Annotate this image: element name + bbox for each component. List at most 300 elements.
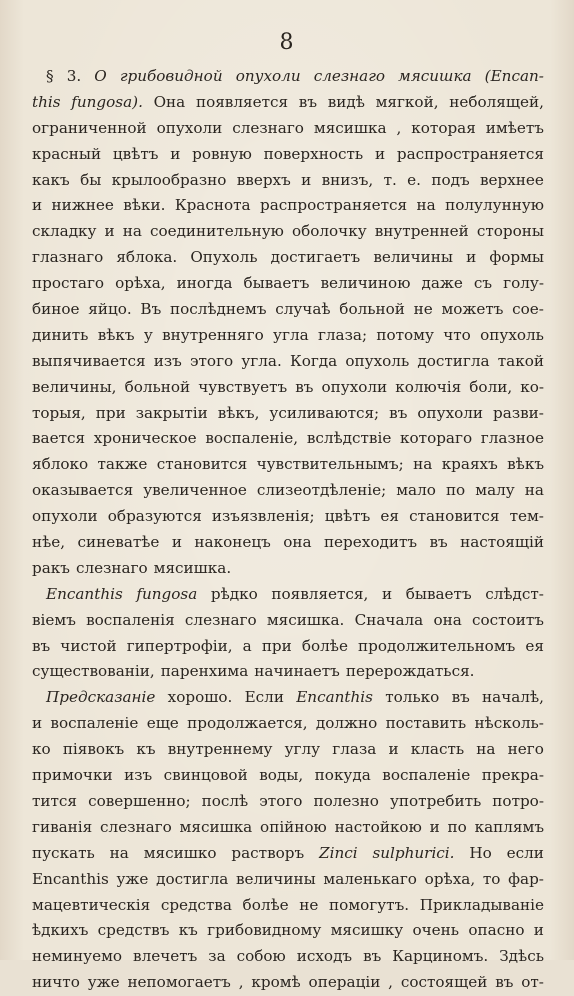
word: мацевтическія bbox=[32, 895, 151, 914]
word: вслѣдствіе bbox=[306, 429, 392, 448]
word: величиною bbox=[320, 274, 411, 293]
word: образуются bbox=[107, 507, 202, 526]
word: прекра- bbox=[481, 766, 544, 785]
word: опухоли bbox=[417, 403, 484, 422]
word: піявокъ bbox=[62, 740, 125, 759]
word: съ bbox=[473, 274, 493, 293]
word: и bbox=[429, 817, 440, 836]
word: только bbox=[385, 688, 440, 707]
word: въ bbox=[451, 688, 470, 707]
word: даже bbox=[421, 274, 463, 293]
word: становится bbox=[409, 507, 500, 526]
word: Она bbox=[153, 92, 186, 111]
word: достигла bbox=[156, 869, 229, 888]
word: переходитъ bbox=[323, 533, 418, 552]
word: Encanthis bbox=[296, 688, 373, 707]
text-line bbox=[32, 815, 544, 841]
word: величины, bbox=[32, 377, 117, 396]
word: слизеотдѣленіе; bbox=[256, 481, 387, 500]
word: Здѣсь bbox=[499, 947, 544, 966]
word: неминуемо bbox=[32, 947, 123, 966]
word: въ bbox=[429, 533, 448, 552]
word: чувствительнымъ; bbox=[256, 455, 404, 474]
word: непомогаетъ bbox=[127, 973, 231, 992]
word: оболочку bbox=[291, 222, 367, 241]
word: достигаетъ bbox=[270, 248, 361, 267]
word: потому bbox=[376, 325, 434, 344]
text-line bbox=[32, 841, 544, 867]
word: чистой bbox=[60, 636, 117, 655]
word: Опухоль bbox=[190, 248, 258, 267]
word: Но bbox=[469, 843, 492, 862]
word: воспаленіе bbox=[50, 714, 139, 733]
word: Encanthis bbox=[32, 869, 109, 888]
word: нѣсколь- bbox=[474, 714, 544, 733]
word: грибовидной bbox=[119, 67, 223, 85]
word: угла bbox=[273, 325, 309, 344]
word: началѣ, bbox=[482, 688, 544, 707]
word: глазное bbox=[480, 429, 544, 448]
word: выпячивается bbox=[32, 351, 146, 370]
word: должно bbox=[315, 714, 378, 733]
word: нижнее bbox=[51, 196, 114, 215]
text-line bbox=[32, 478, 544, 504]
word: , bbox=[396, 118, 402, 137]
word: величины bbox=[373, 248, 453, 267]
text-line bbox=[32, 763, 544, 789]
text-line bbox=[32, 685, 544, 711]
text-line bbox=[32, 970, 544, 996]
word: и bbox=[170, 144, 181, 163]
word: ѣдкихъ bbox=[32, 921, 89, 940]
word: простаго bbox=[32, 274, 105, 293]
word: въ bbox=[389, 403, 408, 422]
word: паренхима bbox=[160, 662, 249, 681]
text-line bbox=[32, 64, 544, 90]
word: воспаленіе, bbox=[205, 429, 299, 448]
word: стороны bbox=[476, 222, 544, 241]
word: становится bbox=[156, 455, 248, 474]
word: опухоль bbox=[480, 325, 544, 344]
word: Карциномъ. bbox=[392, 947, 489, 966]
word: слѣдст- bbox=[485, 584, 544, 603]
text-line bbox=[32, 556, 544, 582]
word: опухоль bbox=[345, 351, 410, 370]
word: появляется bbox=[195, 92, 289, 111]
word: подъ bbox=[431, 170, 470, 189]
word: слезнаго bbox=[184, 610, 257, 629]
word: вверхъ bbox=[236, 170, 291, 189]
word: послѣ bbox=[201, 791, 249, 810]
word: ничто bbox=[32, 973, 80, 992]
word: бы bbox=[80, 170, 102, 189]
word: ракъ bbox=[32, 558, 70, 577]
word: ко bbox=[32, 740, 51, 759]
text-line bbox=[32, 944, 544, 970]
text-line bbox=[32, 219, 544, 245]
word: торыя, bbox=[32, 403, 86, 422]
word: синеватѣе bbox=[77, 533, 160, 552]
word: fungosa). bbox=[71, 92, 143, 111]
word: болѣе bbox=[242, 895, 289, 914]
word: Прикладываніе bbox=[419, 895, 544, 914]
word: гипертрофіи, bbox=[126, 636, 233, 655]
word: воспаленіе bbox=[382, 766, 471, 785]
text-line bbox=[32, 737, 544, 763]
word: послѣднемъ bbox=[169, 300, 267, 319]
word: и bbox=[104, 222, 115, 241]
word: мало bbox=[396, 481, 436, 500]
word: уже bbox=[87, 973, 120, 992]
word: тем- bbox=[509, 507, 544, 526]
word: продолжается, bbox=[187, 714, 308, 733]
word: Когда bbox=[289, 351, 338, 370]
word: настоящій bbox=[460, 533, 544, 552]
word: динить bbox=[32, 325, 89, 344]
text-line bbox=[32, 867, 544, 893]
word: соединительную bbox=[149, 222, 284, 241]
word: также bbox=[97, 455, 148, 474]
word: краяхъ bbox=[441, 455, 498, 474]
word: хроническое bbox=[93, 429, 197, 448]
word: віемъ bbox=[32, 610, 76, 629]
word: закрытіи bbox=[135, 403, 208, 422]
word: начинаетъ bbox=[254, 662, 340, 681]
word: хорошо. bbox=[167, 688, 233, 707]
word: мясишка bbox=[179, 817, 253, 836]
word: sulphurici. bbox=[372, 843, 455, 862]
text-line bbox=[32, 918, 544, 944]
word: гиванія bbox=[32, 817, 93, 836]
word: крылообразно bbox=[111, 170, 227, 189]
word: и bbox=[301, 170, 312, 189]
word: каплямъ bbox=[474, 817, 544, 836]
body-text bbox=[32, 64, 544, 996]
word: опухоли bbox=[235, 67, 301, 85]
word: грибовидному bbox=[207, 921, 322, 940]
word: (Encan- bbox=[484, 67, 544, 85]
word: сое- bbox=[512, 300, 544, 319]
word: исходъ bbox=[296, 947, 353, 966]
word: бываетъ bbox=[243, 274, 310, 293]
word: перерождаться. bbox=[345, 662, 475, 681]
word: полулунную bbox=[445, 196, 544, 215]
word: опійною bbox=[260, 817, 327, 836]
word: изъязвленія; bbox=[211, 507, 315, 526]
word: продолжительномъ bbox=[358, 636, 516, 655]
word: ко- bbox=[520, 377, 544, 396]
word: еще bbox=[146, 714, 179, 733]
word: глаза; bbox=[317, 325, 368, 344]
word: иногда bbox=[176, 274, 233, 293]
word: красный bbox=[32, 144, 102, 163]
word: а bbox=[242, 636, 252, 655]
word: поверхность bbox=[263, 144, 364, 163]
word: въ bbox=[32, 636, 51, 655]
word: неболящей, bbox=[449, 92, 544, 111]
word: которая bbox=[411, 118, 476, 137]
word: маленькаго bbox=[323, 869, 417, 888]
word: и bbox=[381, 584, 393, 603]
text-line bbox=[32, 297, 544, 323]
word: глазнаго bbox=[32, 248, 104, 267]
word: усиливаются; bbox=[269, 403, 380, 422]
text-line bbox=[32, 375, 544, 401]
word: верхнее bbox=[479, 170, 544, 189]
text-line bbox=[32, 893, 544, 919]
word: наконецъ bbox=[194, 533, 271, 552]
word: влечетъ bbox=[133, 947, 198, 966]
word: орѣха, bbox=[424, 869, 476, 888]
word: внизъ, bbox=[321, 170, 374, 189]
word: на bbox=[122, 222, 142, 241]
word: вѣки. bbox=[123, 196, 166, 215]
word: если bbox=[506, 843, 544, 862]
word: this bbox=[32, 92, 61, 111]
word: мясишка. bbox=[153, 558, 232, 577]
word: существованіи, bbox=[32, 662, 155, 681]
word: Encanthis bbox=[46, 584, 123, 603]
word: формы bbox=[489, 248, 544, 267]
word: голу- bbox=[503, 274, 544, 293]
word: нѣе, bbox=[32, 533, 66, 552]
word: рѣдко bbox=[210, 584, 258, 603]
word: § bbox=[46, 67, 54, 85]
word: къ bbox=[136, 740, 156, 759]
word: она bbox=[283, 533, 312, 552]
text-line bbox=[32, 245, 544, 271]
word: случаѣ bbox=[275, 300, 331, 319]
word: и bbox=[466, 248, 477, 267]
word: углу bbox=[284, 740, 321, 759]
text-line bbox=[32, 90, 544, 116]
text-line bbox=[32, 271, 544, 297]
word: чувствуетъ bbox=[198, 377, 288, 396]
word: слезнаго bbox=[75, 558, 148, 577]
word: то bbox=[482, 869, 501, 888]
word: опухоли bbox=[156, 118, 223, 137]
word: и bbox=[374, 144, 386, 163]
word: слезнаго bbox=[232, 118, 304, 137]
word: кромѣ bbox=[251, 973, 301, 992]
text-line bbox=[32, 401, 544, 427]
word: цвѣтъ bbox=[112, 144, 159, 163]
word: яблока. bbox=[116, 248, 178, 267]
word: внутреннему bbox=[167, 740, 273, 759]
word: боли, bbox=[469, 377, 513, 396]
word: вается bbox=[32, 429, 86, 448]
word: мясишка bbox=[313, 118, 387, 137]
word: величины bbox=[236, 869, 316, 888]
word: пускать bbox=[32, 843, 95, 862]
word: т. bbox=[383, 170, 397, 189]
word: въ bbox=[298, 92, 317, 111]
word: бываетъ bbox=[405, 584, 472, 603]
word: увеличенное bbox=[143, 481, 247, 500]
word: мясишко bbox=[143, 843, 217, 862]
word: Zinci bbox=[319, 843, 358, 862]
word: на bbox=[524, 481, 544, 500]
word: операціи bbox=[308, 973, 381, 992]
word: распространяется bbox=[396, 144, 544, 163]
word: за bbox=[208, 947, 226, 966]
word: свинцовой bbox=[163, 766, 248, 785]
word: и bbox=[171, 533, 182, 552]
word: складку bbox=[32, 222, 97, 241]
text-line bbox=[32, 504, 544, 530]
word: очень bbox=[412, 921, 460, 940]
word: Сначала bbox=[354, 610, 424, 629]
word: , bbox=[388, 973, 393, 992]
word: на bbox=[416, 196, 436, 215]
word: поставить bbox=[385, 714, 467, 733]
word: такой bbox=[497, 351, 544, 370]
word: яйцо. bbox=[88, 300, 132, 319]
text-line bbox=[32, 193, 544, 219]
word: что bbox=[443, 325, 471, 344]
page-number: 8 bbox=[279, 30, 295, 55]
word: вѣкъ bbox=[97, 325, 135, 344]
word: цвѣтъ bbox=[324, 507, 371, 526]
word: фар- bbox=[508, 869, 544, 888]
text-line bbox=[32, 323, 544, 349]
word: состоящей bbox=[400, 973, 488, 992]
word: примочки bbox=[32, 766, 113, 785]
word: ограниченной bbox=[32, 118, 147, 137]
text-line bbox=[32, 530, 544, 556]
word: опасно bbox=[468, 921, 525, 940]
word: при bbox=[95, 403, 126, 422]
word: изъ bbox=[153, 351, 182, 370]
word: не bbox=[299, 895, 319, 914]
word: слезнаго bbox=[313, 67, 386, 85]
word: , bbox=[238, 973, 244, 992]
word: колючія bbox=[395, 377, 462, 396]
word: вѣкъ, bbox=[217, 403, 260, 422]
word: больной bbox=[124, 377, 191, 396]
word: средства bbox=[160, 895, 232, 914]
word: потро- bbox=[492, 791, 544, 810]
word: въ bbox=[363, 947, 382, 966]
word: настойкою bbox=[334, 817, 422, 836]
word: уже bbox=[116, 869, 149, 888]
word: по bbox=[445, 481, 466, 500]
word: от- bbox=[521, 973, 544, 992]
word: ея bbox=[380, 507, 399, 526]
word: какъ bbox=[32, 170, 70, 189]
text-line bbox=[32, 711, 544, 737]
word: на bbox=[413, 455, 433, 474]
word: мясишка. bbox=[266, 610, 345, 629]
word: воспаленія bbox=[86, 610, 175, 629]
word: мясишку bbox=[330, 921, 404, 940]
word: собою bbox=[236, 947, 286, 966]
word: совершенно; bbox=[88, 791, 191, 810]
word: на bbox=[109, 843, 129, 862]
word: класть bbox=[410, 740, 465, 759]
word: распространяется bbox=[260, 196, 408, 215]
word: средствъ bbox=[97, 921, 170, 940]
word: опухоли bbox=[321, 377, 388, 396]
text-line bbox=[32, 634, 544, 660]
text-line bbox=[32, 608, 544, 634]
text-line bbox=[32, 659, 544, 685]
word: биное bbox=[32, 300, 80, 319]
text-line bbox=[32, 168, 544, 194]
word: въ bbox=[495, 973, 514, 992]
word: употребить bbox=[389, 791, 482, 810]
word: мясишка bbox=[398, 67, 472, 85]
word: разви- bbox=[493, 403, 544, 422]
word: къ bbox=[178, 921, 198, 940]
word: этого bbox=[259, 791, 303, 810]
word: не bbox=[413, 300, 433, 319]
text-line bbox=[32, 582, 544, 608]
word: fungosa bbox=[136, 584, 198, 603]
word: можетъ bbox=[441, 300, 504, 319]
word: изъ bbox=[124, 766, 153, 785]
word: оказывается bbox=[32, 481, 134, 500]
word: и bbox=[533, 921, 544, 940]
word: котораго bbox=[400, 429, 473, 448]
text-line bbox=[32, 142, 544, 168]
word: полезно bbox=[313, 791, 379, 810]
word: покуда bbox=[314, 766, 371, 785]
word: при bbox=[261, 636, 292, 655]
word: ровную bbox=[192, 144, 252, 163]
word: имѣетъ bbox=[485, 118, 544, 137]
text-line bbox=[32, 426, 544, 452]
word: внутренняго bbox=[162, 325, 264, 344]
text-line bbox=[32, 789, 544, 815]
word: вѣкъ bbox=[507, 455, 544, 474]
word: появляется, bbox=[271, 584, 369, 603]
word: 3. bbox=[66, 67, 82, 85]
word: растворъ bbox=[231, 843, 305, 862]
text-line bbox=[32, 452, 544, 478]
word: по bbox=[447, 817, 467, 836]
word: Предсказаніе bbox=[46, 688, 156, 707]
word: О bbox=[94, 67, 107, 85]
word: малу bbox=[475, 481, 515, 500]
word: яблоко bbox=[32, 455, 89, 474]
word: воды, bbox=[259, 766, 304, 785]
word: опухоли bbox=[32, 507, 98, 526]
word: состоитъ bbox=[472, 610, 544, 629]
text-line bbox=[32, 116, 544, 142]
word: тится bbox=[32, 791, 78, 810]
text-line bbox=[32, 349, 544, 375]
word: этого bbox=[190, 351, 234, 370]
word: и bbox=[32, 196, 43, 215]
word: больной bbox=[339, 300, 405, 319]
word: слезнаго bbox=[100, 817, 172, 836]
word: болѣе bbox=[301, 636, 348, 655]
word: и bbox=[32, 714, 43, 733]
word: и bbox=[388, 740, 399, 759]
word: него bbox=[507, 740, 544, 759]
word: она bbox=[433, 610, 462, 629]
word: видѣ bbox=[327, 92, 365, 111]
word: достигла bbox=[417, 351, 490, 370]
word: въ bbox=[295, 377, 314, 396]
word: на bbox=[476, 740, 496, 759]
word: у bbox=[143, 325, 153, 344]
word: Если bbox=[244, 688, 284, 707]
word: е. bbox=[407, 170, 421, 189]
word: угла. bbox=[241, 351, 282, 370]
word: мягкой, bbox=[375, 92, 439, 111]
